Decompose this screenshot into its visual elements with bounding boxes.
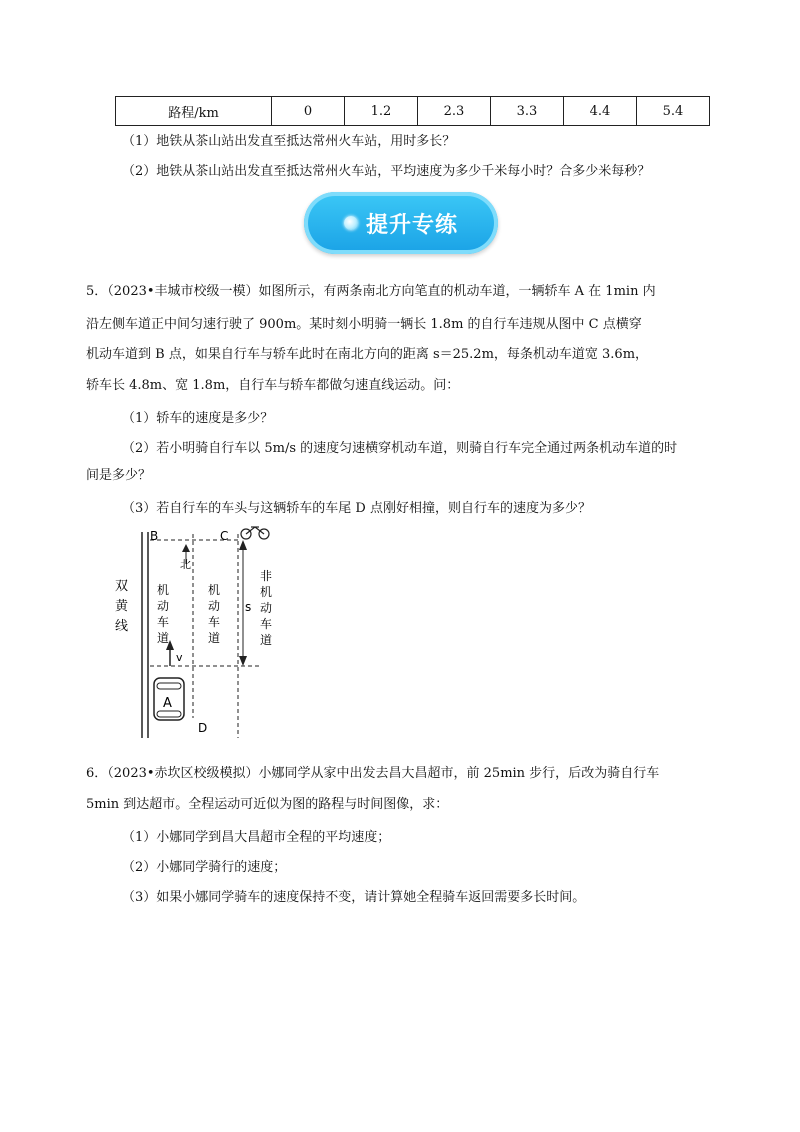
label-b: B <box>150 529 159 543</box>
banner-label: 提升专练 <box>365 212 458 238</box>
figure-label: 动 <box>208 599 221 613</box>
figure-label: 非 <box>260 569 273 583</box>
figure-label: 线 <box>115 619 129 634</box>
table-cell: 2.3 <box>418 97 491 126</box>
q5-sub2a: （2）若小明骑自行车以 5m/s 的速度匀速横穿机动车道，则骑自行车完全通过两条机动车道的时 <box>122 441 678 456</box>
label-c: C <box>220 529 229 543</box>
q5-sub2b: 间是多少？ <box>86 468 152 483</box>
bicycle-icon <box>241 527 269 539</box>
q6-sub3: （3）如果小娜同学骑车的速度保持不变，请计算她全程骑车返回需要多长时间。 <box>122 890 586 905</box>
figure-label: 动 <box>260 601 273 615</box>
q4-sub2: （2）地铁从茶山站出发直至抵达常州火车站，平均速度为多少千米每小时？合多少米每秒？ <box>122 164 651 179</box>
bubble-icon <box>344 216 358 230</box>
table-cell: 0 <box>272 97 345 126</box>
label-north: 北 <box>180 558 191 571</box>
label-v: v <box>176 651 183 664</box>
figure-label: 车 <box>260 617 273 631</box>
q4-sub1: （1）地铁从茶山站出发直至抵达常州火车站，用时多长？ <box>122 134 456 149</box>
table-cell: 5.4 <box>637 97 710 126</box>
figure-label: 道 <box>157 631 170 645</box>
figure-label: 动 <box>157 599 170 613</box>
q5-line1: 5．（2023•丰城市校级一模）如图所示，有两条南北方向笔直的机动车道，一辆轿车 A 在 1min 内 <box>86 284 656 299</box>
figure-label: 车 <box>208 615 221 629</box>
label-a: A <box>163 696 172 711</box>
figure-label: 车 <box>157 615 170 629</box>
route-table <box>115 96 710 126</box>
q5-sub3: （3）若自行车的车头与这辆轿车的车尾 D 点刚好相撞，则自行车的速度为多少？ <box>122 501 591 516</box>
q5-line2: 沿左侧车道正中间匀速行驶了 900m。某时刻小明骑一辆长 1.8m 的自行车违规从图中 C 点横穿 <box>86 317 642 332</box>
figure-label: 道 <box>208 631 221 645</box>
figure-label: 机 <box>208 583 221 597</box>
table-header-cell: 路程/km <box>116 97 272 126</box>
table-cell: 3.3 <box>491 97 564 126</box>
table-cell: 4.4 <box>564 97 637 126</box>
q6-sub1: （1）小娜同学到昌大昌超市全程的平均速度； <box>122 830 391 845</box>
label-d: D <box>198 721 208 735</box>
north-arrow-icon <box>182 544 190 552</box>
table-row <box>116 97 710 126</box>
q5-line3: 机动车道到 B 点，如果自行车与轿车此时在南北方向的距离 s＝25.2m，每条机动车道宽 3.6m， <box>86 347 649 362</box>
figure-label: 双 <box>115 579 129 594</box>
q6-sub2: （2）小娜同学骑行的速度； <box>122 860 287 875</box>
figure-label: 黄 <box>115 599 129 614</box>
q5-sub1: （1）轿车的速度是多少？ <box>122 411 274 426</box>
q5-line4: 轿车长 4.8m、宽 1.8m，自行车与轿车都做匀速直线运动。问： <box>86 378 460 393</box>
figure-label: 道 <box>260 633 273 647</box>
q6-line1: 6．（2023•赤坎区校级模拟）小娜同学从家中出发去昌大昌超市，前 25min 步行，后改为骑自行车 <box>86 766 660 781</box>
figure-label: 机 <box>260 585 273 599</box>
q6-line2: 5min 到达超市。全程运动可近似为图的路程与时间图像，求： <box>86 797 449 812</box>
table-cell: 1.2 <box>345 97 418 126</box>
road-diagram <box>110 518 290 740</box>
label-s: s <box>245 600 252 614</box>
figure-label: 机 <box>157 583 170 597</box>
practice-banner <box>304 192 498 254</box>
